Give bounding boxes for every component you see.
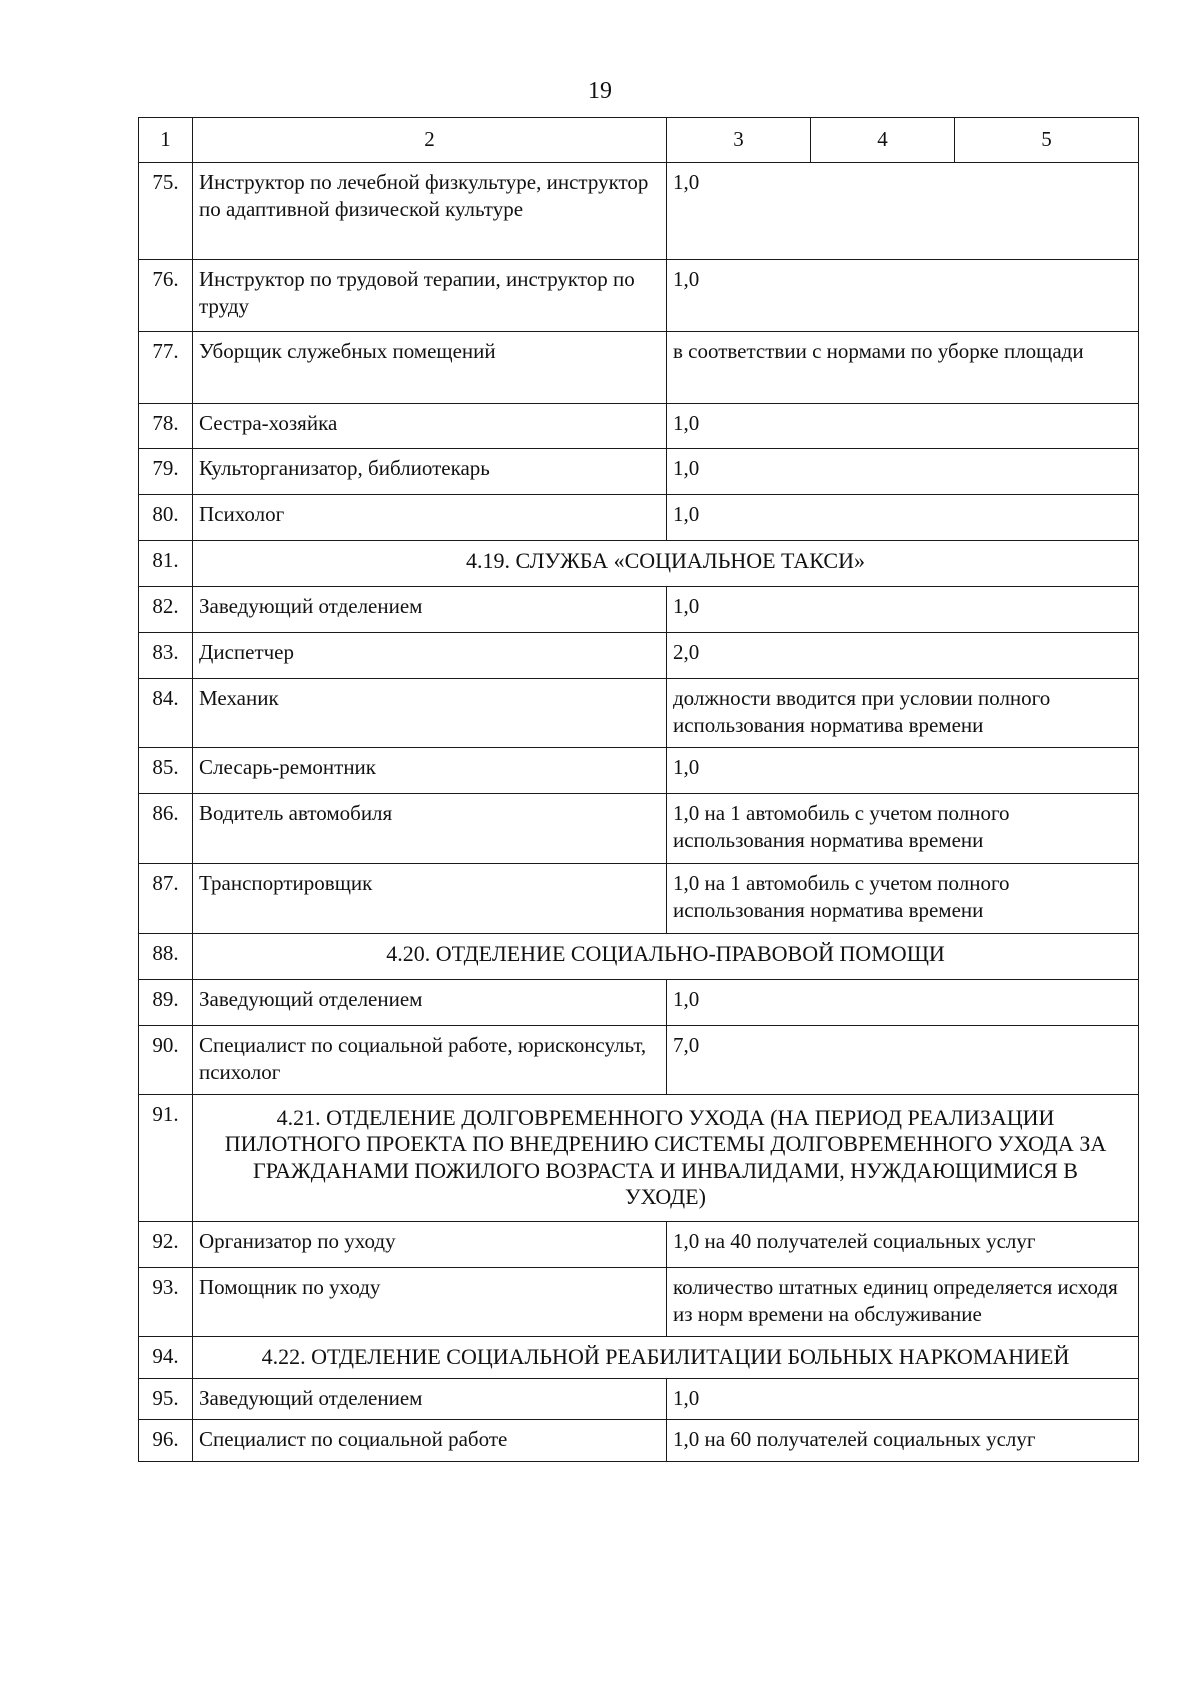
table-row xyxy=(139,679,1139,748)
section-title: 4.19. СЛУЖБА «СОЦИАЛЬНОЕ ТАКСИ» xyxy=(193,541,1139,587)
position-name: Помощник по уходу xyxy=(193,1267,667,1336)
row-number: 89. xyxy=(139,980,193,1026)
header-cell-4: 4 xyxy=(811,118,955,163)
position-name: Инструктор по трудовой терапии, инструктор по труду xyxy=(193,260,667,332)
table-row xyxy=(139,748,1139,794)
staff-norm-value: 1,0 на 60 получателей социальных услуг xyxy=(667,1419,1139,1461)
section-row xyxy=(139,934,1139,980)
table-row xyxy=(139,1026,1139,1095)
row-number: 76. xyxy=(139,260,193,332)
row-number: 80. xyxy=(139,495,193,541)
section-row xyxy=(139,1095,1139,1222)
position-name: Слесарь-ремонтник xyxy=(193,748,667,794)
staff-norm-value: в соответствии с нормами по уборке площади xyxy=(667,332,1139,404)
row-number: 88. xyxy=(139,934,193,980)
table-row xyxy=(139,163,1139,260)
table-row xyxy=(139,587,1139,633)
staff-norm-value: должности вводится при условии полного использования норматива времени xyxy=(667,679,1139,748)
table-row xyxy=(139,633,1139,679)
section-title: 4.20. ОТДЕЛЕНИЕ СОЦИАЛЬНО-ПРАВОВОЙ ПОМОЩИ xyxy=(193,934,1139,980)
row-number: 95. xyxy=(139,1378,193,1419)
position-name: Психолог xyxy=(193,495,667,541)
position-name: Заведующий отделением xyxy=(193,980,667,1026)
position-name: Диспетчер xyxy=(193,633,667,679)
row-number: 85. xyxy=(139,748,193,794)
position-name: Транспортировщик xyxy=(193,864,667,934)
header-cell-3: 3 xyxy=(667,118,811,163)
position-name: Специалист по социальной работе xyxy=(193,1419,667,1461)
position-name: Заведующий отделением xyxy=(193,1378,667,1419)
page-number: 19 xyxy=(588,78,612,104)
position-name: Инструктор по лечебной физкультуре, инструктор по адаптивной физической культуре xyxy=(193,163,667,260)
staff-norm-value: 1,0 xyxy=(667,449,1139,495)
position-name: Водитель автомобиля xyxy=(193,794,667,864)
row-number: 79. xyxy=(139,449,193,495)
row-number: 78. xyxy=(139,404,193,449)
row-number: 82. xyxy=(139,587,193,633)
table-row xyxy=(139,404,1139,449)
position-name: Уборщик служебных помещений xyxy=(193,332,667,404)
section-row xyxy=(139,541,1139,587)
staff-norm-value: 1,0 xyxy=(667,748,1139,794)
table-row xyxy=(139,794,1139,864)
staff-norm-value: 2,0 xyxy=(667,633,1139,679)
staff-norm-value: 1,0 xyxy=(667,495,1139,541)
row-number: 81. xyxy=(139,541,193,587)
table-row xyxy=(139,1221,1139,1267)
position-name: Организатор по уходу xyxy=(193,1221,667,1267)
row-number: 84. xyxy=(139,679,193,748)
header-cell-2: 2 xyxy=(193,118,667,163)
table-row xyxy=(139,864,1139,934)
row-number: 94. xyxy=(139,1336,193,1378)
table-row xyxy=(139,1378,1139,1419)
position-name: Специалист по социальной работе, юрисконсульт, психолог xyxy=(193,1026,667,1095)
table-row xyxy=(139,1419,1139,1461)
header-cell-1: 1 xyxy=(139,118,193,163)
row-number: 92. xyxy=(139,1221,193,1267)
section-title: 4.21. ОТДЕЛЕНИЕ ДОЛГОВРЕМЕННОГО УХОДА (НА ПЕРИОД РЕАЛИЗАЦИИ ПИЛОТНОГО ПРОЕКТА ПО ВНЕДРЕНИЮ СИСТЕМЫ ДОЛГОВРЕМЕННОГО УХОДА ЗА ГРАЖДАНАМИ ПОЖИЛОГО ВОЗРАСТА И ИНВАЛИДАМИ, НУЖДАЮЩИМИСЯ В УХОДЕ) xyxy=(193,1095,1139,1222)
staff-norm-value: 1,0 xyxy=(667,260,1139,332)
staff-norm-value: 1,0 xyxy=(667,163,1139,260)
table-row xyxy=(139,980,1139,1026)
staff-norm-value: 7,0 xyxy=(667,1026,1139,1095)
section-title: 4.22. ОТДЕЛЕНИЕ СОЦИАЛЬНОЙ РЕАБИЛИТАЦИИ БОЛЬНЫХ НАРКОМАНИЕЙ xyxy=(193,1336,1139,1378)
staff-norm-value: 1,0 xyxy=(667,980,1139,1026)
table-row xyxy=(139,260,1139,332)
row-number: 86. xyxy=(139,794,193,864)
staff-norm-value: 1,0 xyxy=(667,404,1139,449)
row-number: 75. xyxy=(139,163,193,260)
row-number: 87. xyxy=(139,864,193,934)
row-number: 93. xyxy=(139,1267,193,1336)
staffing-table xyxy=(138,117,1139,1462)
row-number: 77. xyxy=(139,332,193,404)
staff-norm-value: 1,0 на 40 получателей социальных услуг xyxy=(667,1221,1139,1267)
table-header-row xyxy=(139,118,1139,163)
staff-norm-value: 1,0 на 1 автомобиль с учетом полного использования норматива времени xyxy=(667,864,1139,934)
table-row xyxy=(139,449,1139,495)
table-row xyxy=(139,495,1139,541)
position-name: Культорганизатор, библиотекарь xyxy=(193,449,667,495)
row-number: 91. xyxy=(139,1095,193,1222)
header-cell-5: 5 xyxy=(955,118,1139,163)
staff-norm-value: количество штатных единиц определяется исходя из норм времени на обслуживание xyxy=(667,1267,1139,1336)
staff-norm-value: 1,0 xyxy=(667,587,1139,633)
staff-norm-value: 1,0 на 1 автомобиль с учетом полного использования норматива времени xyxy=(667,794,1139,864)
table-row xyxy=(139,332,1139,404)
position-name: Сестра-хозяйка xyxy=(193,404,667,449)
position-name: Заведующий отделением xyxy=(193,587,667,633)
row-number: 83. xyxy=(139,633,193,679)
section-row xyxy=(139,1336,1139,1378)
row-number: 90. xyxy=(139,1026,193,1095)
table-row xyxy=(139,1267,1139,1336)
row-number: 96. xyxy=(139,1419,193,1461)
position-name: Механик xyxy=(193,679,667,748)
staff-norm-value: 1,0 xyxy=(667,1378,1139,1419)
